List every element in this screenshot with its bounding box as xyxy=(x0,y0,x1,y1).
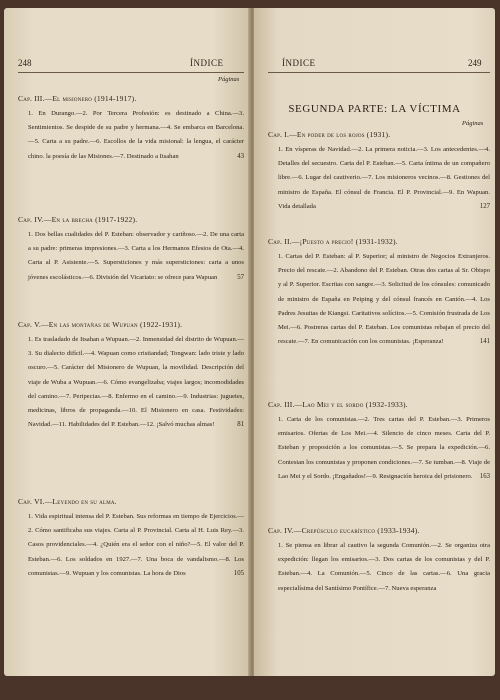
header-rule xyxy=(18,72,244,73)
left-page xyxy=(4,8,250,676)
chapter-heading: Cap. VI.—Leyendo en su alma. xyxy=(18,497,117,506)
chapter-summary: 1. Es trasladado de Itsahan a Wupuan.—2. Inmensidad del distrito de Wupuan.—3. Su dialecto difícil.—4. Wapuan como cristiandad; Tongwan: lado triste y lado oscuro.—5. Carácter del Misionero de Wupuan, la movilidad. Descripción del viaje de Wuba a Wupuan.—6. Cómo evangelizaba; viajes largos; incomodidades del camino.—7. Peripecias.—8. Enfermo en el camino.—9. Industrias: juguetes, medicinas, libros de propaganda.—10. El Misionero en casa. Festividades: Navidad.—11. Habilidades del P. Esteban.—12. ¡Salvó muchas almas! xyxy=(28,336,244,429)
chapter-summary: 1. En Durango.—2. Por Tercera Profesión: es destinado a China.—3. Sentimientos. Se despide de su padre y hermana.—4. Se embarca en Barcelona.—5. Carta a su padre.—6. Escollos de la vida misional: la lengua, el carácter chino. la poesía de las Misiones.—7. Destinado a Itsahan xyxy=(28,110,244,160)
right-page xyxy=(254,8,495,676)
chapter-page-number: 105 xyxy=(233,569,244,577)
toc-chapter xyxy=(18,94,244,164)
chapter-contents xyxy=(278,539,490,596)
chapter-contents xyxy=(278,413,490,484)
chapter-summary: 1. En vísperas de Navidad.—2. La primera noticia.—3. Los antecedentes.—4. Detalles del secuestro. Carta del P. Esteban.—5. Carta íntima de un compañero libre.—6. Lugar del cautiverio.—7. Los misioneros vecinos.—8. Gestiones del ministro de España. El cónsul de Francia. El P. Provincial.—9. En Wapuan. Vida detallada xyxy=(278,146,490,210)
chapter-contents xyxy=(28,228,244,285)
right-running-head: ÍNDICE xyxy=(282,58,316,68)
toc-chapter xyxy=(268,526,490,596)
chapter-heading: Cap. IV.—Crepúsculo eucarístico (1933-1934). xyxy=(268,526,420,535)
left-page-number: 248 xyxy=(18,58,32,68)
toc-chapter xyxy=(268,400,490,484)
chapter-summary: 1. Dos bellas cualidades del P. Esteban: observador y cariñoso.—2. De una carta a su padre: primeras impresiones.—3. Carta a los Hermanos Efesios de Ota.—4. Carta al P. Asistente.—5. Supersticiones y más supersticiones: carta a unos jóvenes escolásticos.—6. División del Vicariato: se ofrece para Wapuan xyxy=(28,231,244,281)
chapter-page-number: 163 xyxy=(479,472,490,480)
chapter-summary: 1. Se piensa en librar al cautivo la segunda Comunión.—2. Se organiza otra expedición: llegan los emisarios.—3. Dos cartas de los comunistas y del P. Esteban.—4. La Comunión.—5. Cinco de las cartas.—6. Una gracia especialísima del Santísimo Pontífice.—7. Nueva esperanza xyxy=(278,542,490,592)
right-page-number: 249 xyxy=(468,58,482,68)
chapter-page-number: 57 xyxy=(237,273,244,281)
chapter-page-number: 81 xyxy=(237,421,244,429)
left-column-label: Páginas xyxy=(218,76,240,83)
toc-chapter xyxy=(268,130,490,214)
chapter-heading: Cap. IV.—En la brecha (1917-1922). xyxy=(18,215,138,224)
chapter-page-number: 43 xyxy=(237,152,244,160)
header-rule xyxy=(268,72,490,73)
chapter-heading: Cap. II.—¡Puesto a precio! (1931-1932). xyxy=(268,237,398,246)
chapter-summary: 1. Vida espiritual intensa del P. Esteban. Sus reformas en tiempo de Ejercicios.—2. Cómo santificaba sus viajes. Carta al P. Provincial. Carta al H. Luis Rey.—3. Casos providenciales.—4. ¿Quién era el señor con el niño?—5. El valor del P. Esteban.—6. Los soldados en 1927.—7. Una boca de vandalismo.—8. Los comunistas.—9. Wupuan y los comunistas. La hora de Dios xyxy=(28,513,244,577)
chapter-page-number: 141 xyxy=(479,338,490,346)
toc-chapter xyxy=(268,237,490,349)
toc-chapter xyxy=(18,215,244,285)
chapter-contents xyxy=(278,143,490,214)
chapter-heading: Cap. III.—El misionero (1914-1917). xyxy=(18,94,137,103)
chapter-contents xyxy=(28,333,244,432)
chapter-summary: 1. Cartas del P. Esteban: al P. Superior; al ministro de Negocios Extranjeros. Precio del rescate.—2. Abandono del P. Esteban. Otras dos cartas al Sr. Obispo y al P. Superior. Escritas con sangre.—3. Solicitud de los cónsules: comunicado de ministro de España en Peiping y del cónsul francés en Cantón.—4. Los Padres Jesuitas de Kiangsi. Caritativos solícitos.—5. Comisión frustrada de Los Mei.—6. Postreras cartas del P. Esteban. Los comunistas rebajan el precio del rescate.—7. En comunicación con los comunistas. ¡Esperanza! xyxy=(278,253,490,346)
chapter-heading: Cap. III.—Lao Mei y el sordo (1932-1933). xyxy=(268,400,408,409)
part-title: SEGUNDA PARTE: LA VÍCTIMA xyxy=(288,103,461,115)
chapter-summary: 1. Carta de los comunistas.—2. Tres cartas del P. Esteban.—3. Primeros emisarios. Ofertas de Los Mei.—4. Silencio de cinco meses. Carta del P. Esteban y proposición a los comunistas.—5. Se prepara la expedición.—6. Contestan los comunistas y proponen condiciones.—7. Se tumban.—8. Viaje de Lao Mei y el Sordo. ¡Engañados!—9. Resignación heroica del prisionero. xyxy=(278,416,490,480)
toc-chapter xyxy=(18,497,244,581)
chapter-contents xyxy=(278,250,490,349)
chapter-heading: Cap. V.—En las montañas de Wupuan (1922-1931). xyxy=(18,320,183,329)
chapter-page-number: 127 xyxy=(479,202,490,210)
chapter-heading: Cap. I.—En poder de los rojos (1931). xyxy=(268,130,391,139)
right-column-label: Páginas xyxy=(462,120,484,127)
left-running-head: ÍNDICE xyxy=(190,58,224,68)
chapter-contents xyxy=(28,107,244,164)
chapter-contents xyxy=(28,510,244,581)
toc-chapter xyxy=(18,320,244,432)
